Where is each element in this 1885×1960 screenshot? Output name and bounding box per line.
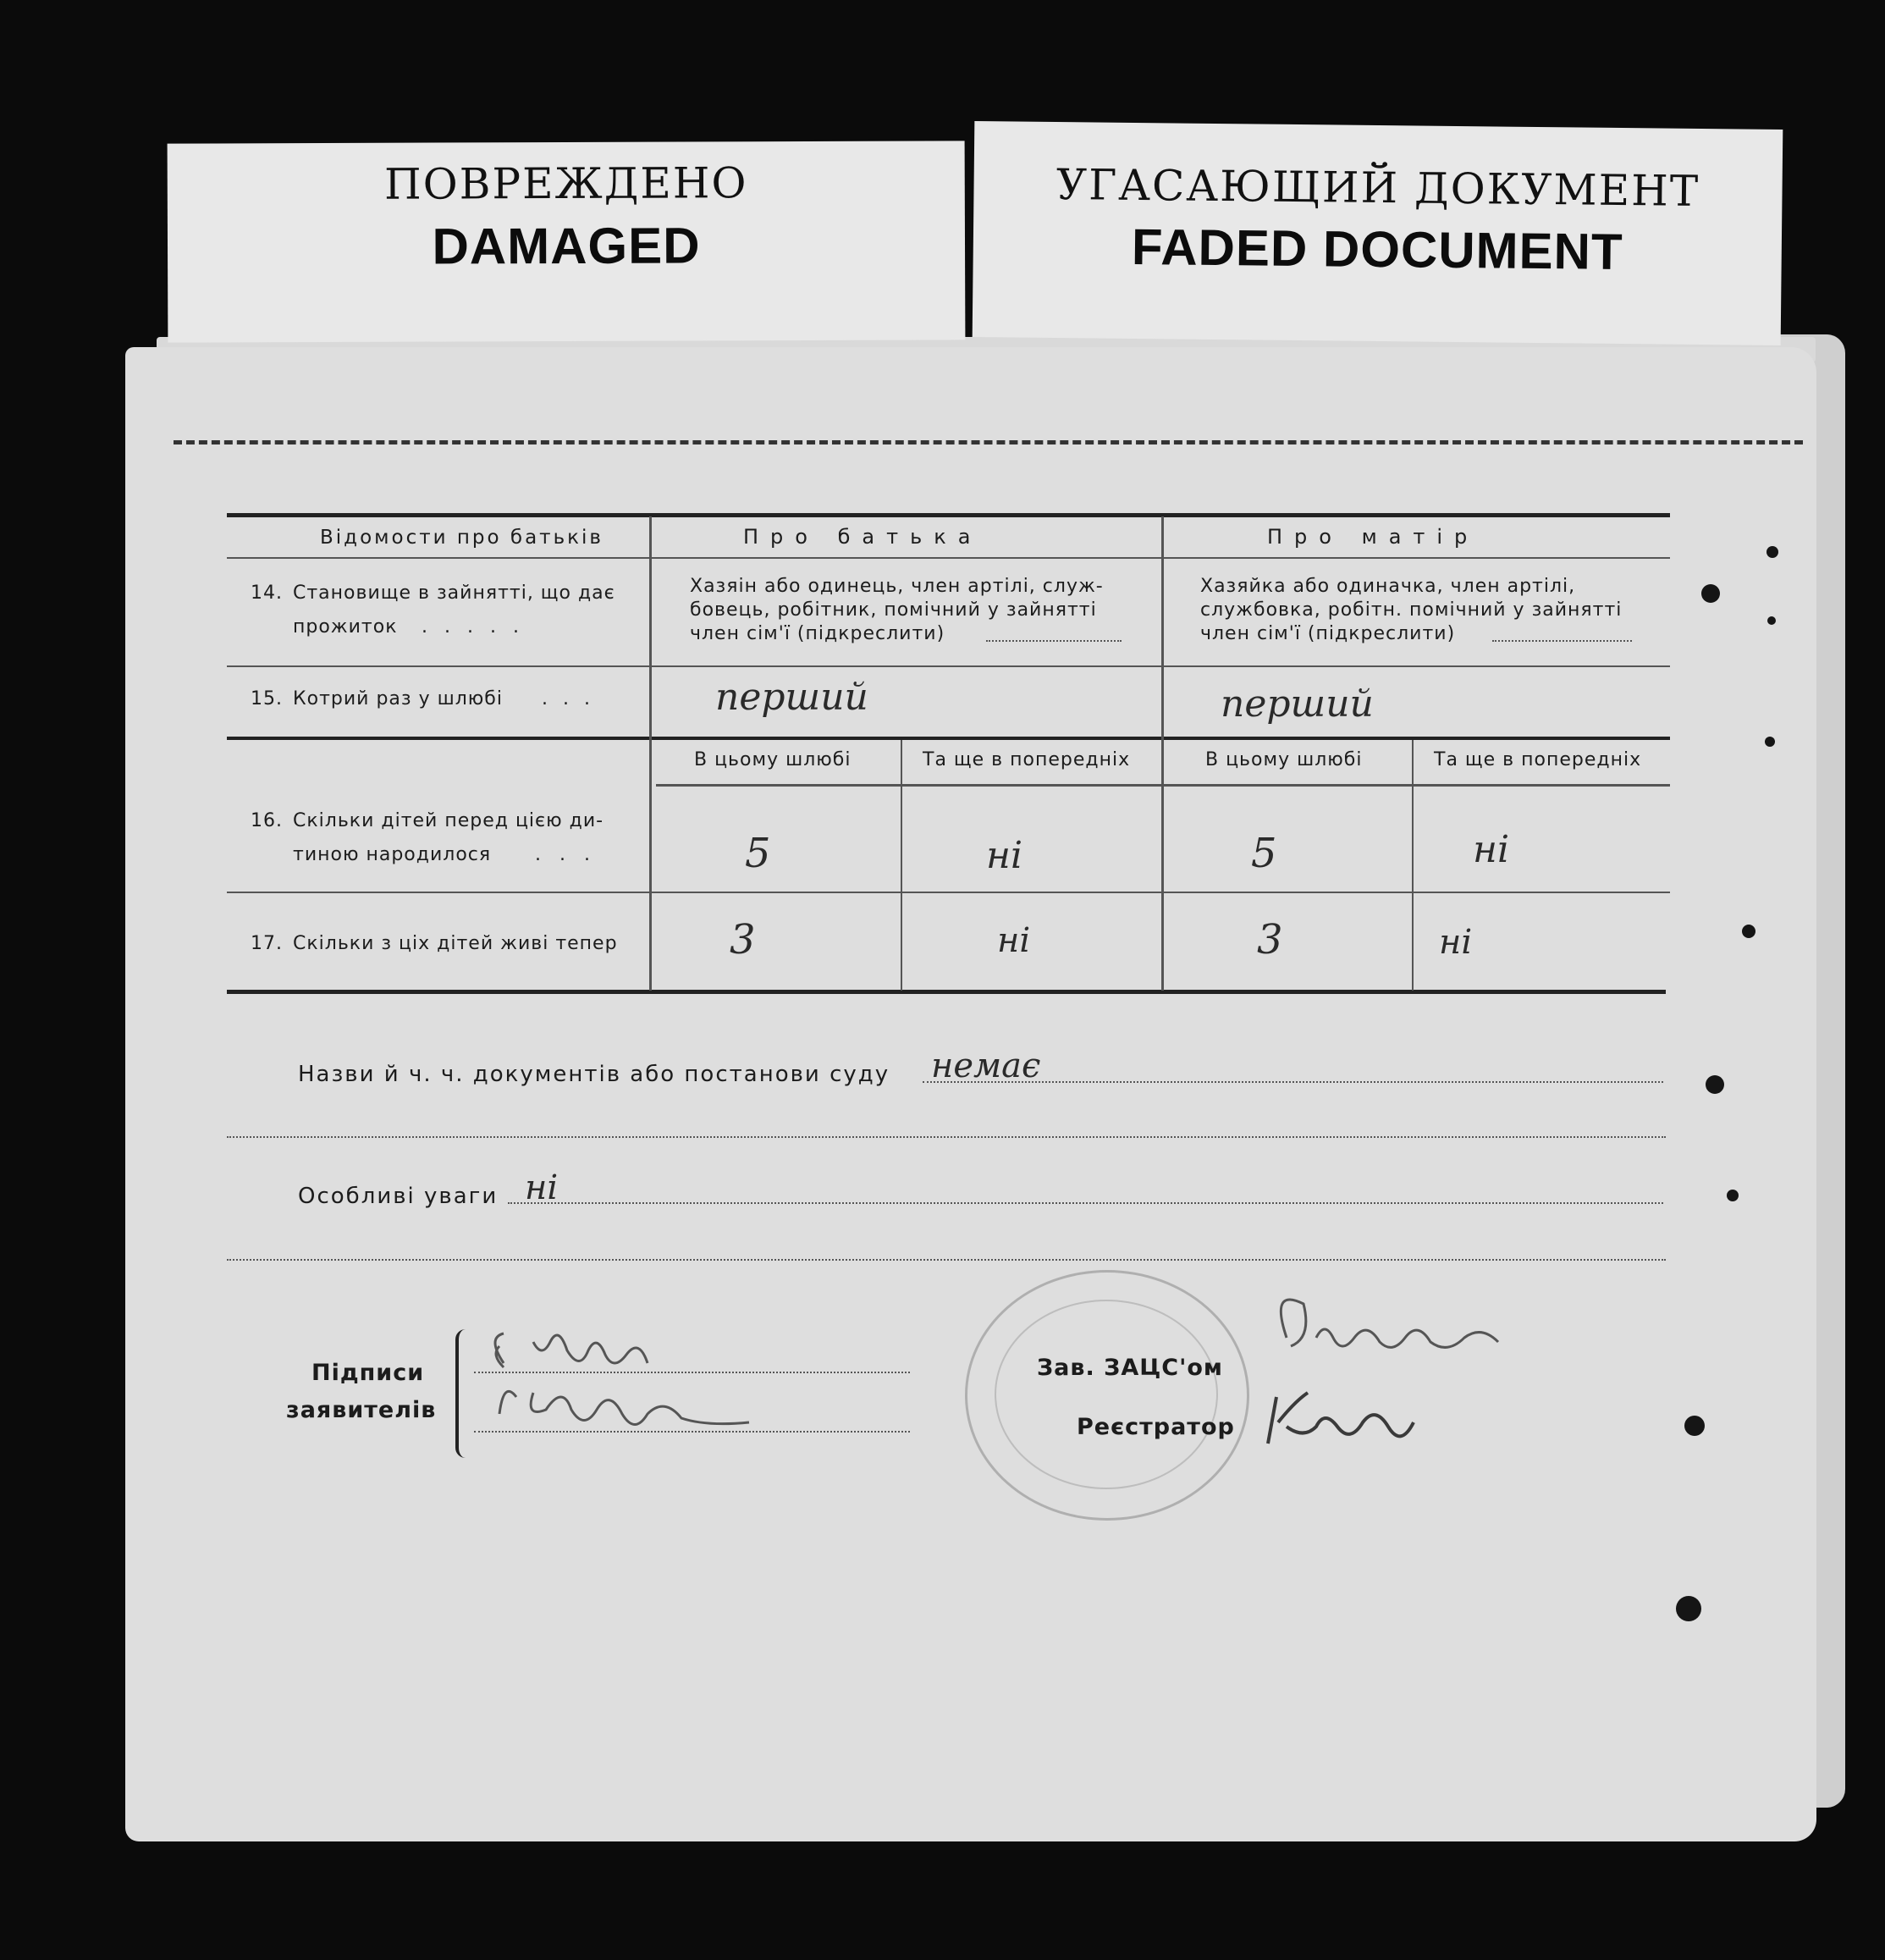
official-signatures	[1253, 1287, 1591, 1473]
zags-head-label: Зав. ЗАЦС'ом	[1037, 1355, 1223, 1381]
remarks-label: Особливі уваги	[298, 1184, 499, 1209]
applicants-bracket	[455, 1329, 471, 1458]
col1-divider	[649, 516, 652, 991]
col2-divider	[1161, 516, 1164, 991]
edge-hole	[1701, 584, 1720, 603]
edge-hole	[1684, 1416, 1705, 1436]
mother-this-marriage: В цьому шлюбі	[1205, 749, 1363, 770]
row16-rule	[227, 892, 1670, 893]
row14-father-dots	[986, 640, 1122, 642]
father-this-marriage: В цьому шлюбі	[694, 749, 852, 770]
applicant-signatures	[474, 1321, 965, 1448]
header-mother: Про матір	[1267, 525, 1480, 549]
header-parents: Відомости про батьків	[320, 527, 604, 549]
registrar-label: Реєстратор	[1077, 1414, 1235, 1440]
damaged-label	[168, 141, 966, 342]
row14-num: 14.	[251, 582, 283, 604]
row14-mother-3: член сім'ї (підкреслити)	[1200, 623, 1456, 644]
row14-rule	[227, 665, 1670, 667]
header-rule	[227, 557, 1670, 559]
row14-mother-2: службовка, робітн. помічний у зайнятті	[1200, 599, 1623, 621]
edge-hole	[1676, 1596, 1701, 1621]
edge-hole	[1727, 1190, 1739, 1201]
mother-previous: Та ще в попередніх	[1434, 749, 1642, 770]
row16-label: Скільки дітей перед цією ди-	[293, 810, 604, 831]
row17-num: 17.	[251, 933, 283, 954]
row17-label: Скільки з ціх дітей живі тепер	[293, 933, 618, 954]
faded-label	[973, 121, 1783, 345]
documents-line-2	[227, 1136, 1666, 1138]
row17-mother-prev: ні	[1439, 923, 1473, 962]
faded-label-ru: УГАСАЮЩИЙ ДОКУМЕНТ	[1055, 160, 1700, 216]
documents-label: Назви й ч. ч. документів або постанови суду	[298, 1062, 890, 1087]
row17-father-this: 3	[730, 916, 756, 963]
official-stamp-inner	[995, 1300, 1218, 1489]
damaged-label-ru: ПОВРЕЖДЕНО	[383, 158, 748, 209]
row15-label: Котрий раз у шлюбі	[293, 688, 503, 709]
row16-father-prev: ні	[986, 834, 1023, 877]
row14-father: Хазяін або одинець, член артілі, служ-	[690, 576, 1104, 597]
faded-label-en: FADED DOCUMENT	[1131, 218, 1623, 281]
row16-father-this: 5	[745, 830, 771, 877]
edge-hole	[1765, 737, 1775, 747]
applicants-label-2: заявителів	[286, 1397, 437, 1423]
row15-rule	[227, 737, 1670, 740]
edge-hole	[1766, 546, 1778, 558]
row14-label: Становище в зайнятті, що дає	[293, 582, 615, 604]
row15-leader: ...	[542, 688, 605, 709]
documents-value: немає	[931, 1046, 1041, 1085]
row17-father-prev: ні	[997, 921, 1031, 960]
row16-mother-this: 5	[1251, 830, 1277, 877]
damaged-label-en: DAMAGED	[432, 217, 701, 275]
header-father: Про батька	[743, 525, 983, 549]
row14-leader: .....	[422, 616, 536, 638]
remarks-line-2	[227, 1259, 1666, 1261]
row16-label-2: тиною народилося	[293, 844, 492, 865]
father-sub-divider	[901, 740, 902, 991]
table-bottom-rule	[227, 990, 1666, 994]
edge-hole	[1742, 925, 1755, 938]
document-page	[125, 347, 1816, 1841]
row14-mother: Хазяйка або одиначка, член артілі,	[1200, 576, 1576, 597]
remarks-line	[508, 1202, 1663, 1204]
row14-label-2: прожиток	[293, 616, 398, 638]
row15-num: 15.	[251, 688, 283, 709]
edge-hole	[1767, 616, 1776, 625]
row17-mother-this: 3	[1257, 916, 1283, 963]
edge-hole	[1706, 1075, 1724, 1094]
row15-father-value: перший	[715, 676, 868, 719]
remarks-value: ні	[525, 1168, 559, 1207]
row16-num: 16.	[251, 810, 283, 831]
applicants-label: Підписи	[311, 1360, 425, 1386]
row14-mother-dots	[1492, 640, 1632, 642]
row16-mother-prev: ні	[1473, 828, 1510, 871]
table-top-rule	[227, 513, 1670, 517]
row16-leader: ...	[535, 844, 609, 865]
perforation-line	[174, 440, 1803, 444]
father-previous: Та ще в попередніх	[923, 749, 1131, 770]
documents-line	[923, 1081, 1663, 1083]
row14-father-2: бовець, робітник, помічний у зайнятті	[690, 599, 1097, 621]
mother-sub-divider	[1412, 740, 1414, 991]
row15-mother-value: перший	[1221, 682, 1374, 726]
row14-father-3: член сім'ї (підкреслити)	[690, 623, 945, 644]
